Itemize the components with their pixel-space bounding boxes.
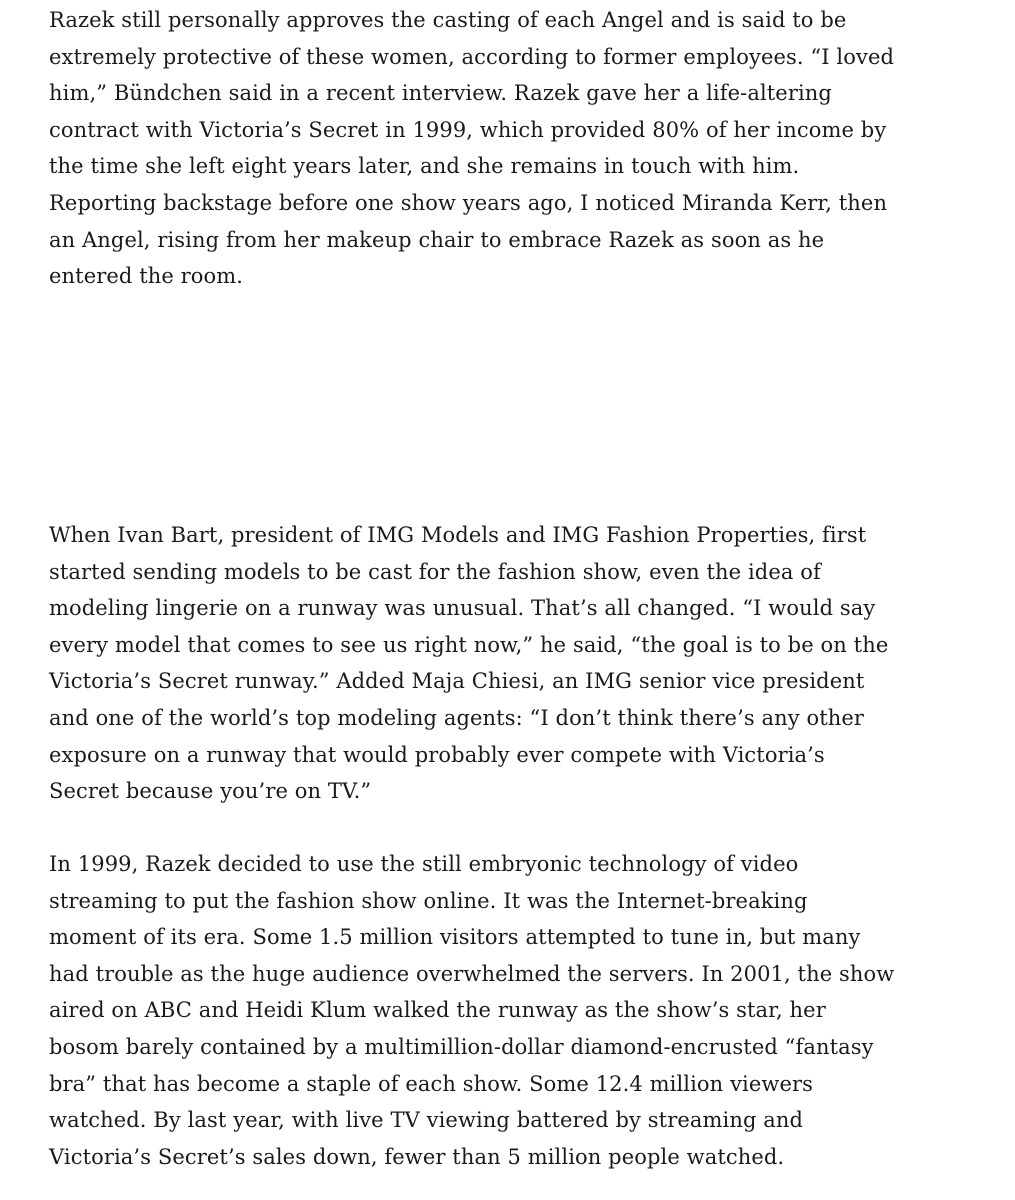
article-paragraph: In 1999, Razek decided to use the still embryonic technology of video streaming to put the fashion show online. It was the Internet-breaking moment of its era. Some 1.5 million visitors attempted to tune in, but many had trouble as the huge audience overwhelmed the servers. In 2001, the show aired on ABC and Heidi Klum walked the runway as the show’s star, her bosom barely contained by a multimillion-dollar diamond-encrusted “fantasy bra” that has become a staple of each show. Some 12.4 million viewers watched. By last year, with live TV viewing battered by streaming and Victoria’s Secret’s sales down, fewer than 5 million people watched.	[49, 852, 895, 1169]
article-paragraph: When Ivan Bart, president of IMG Models and IMG Fashion Properties, first started sending models to be cast for the fashion show, even the idea of modeling lingerie on a runway was unusual. That’s all changed. “I would say every model that comes to see us right now,” he said, “the goal is to be on the Victoria’s Secret runway.” Added Maja Chiesi, an IMG senior vice president and one of the world’s top modeling agents: “I don’t think there’s any other exposure on a runway that would probably ever compete with Victoria’s Secret because you’re on TV.”	[49, 523, 889, 804]
blank-ad-slot	[49, 330, 1009, 490]
article-paragraph: Razek still personally approves the casting of each Angel and is said to be extremely protective of these women, according to former employees. “I loved him,” Bündchen said in a recent interview. Razek gave her a life-altering contract with Victoria’s Secret in 1999, which provided 80% of her income by the time she left eight years later, and she remains in touch with him. Reporting backstage before one show years ago, I noticed Miranda Kerr, then an Angel, rising from her makeup chair to embrace Razek as soon as he entered the room.	[49, 8, 895, 289]
